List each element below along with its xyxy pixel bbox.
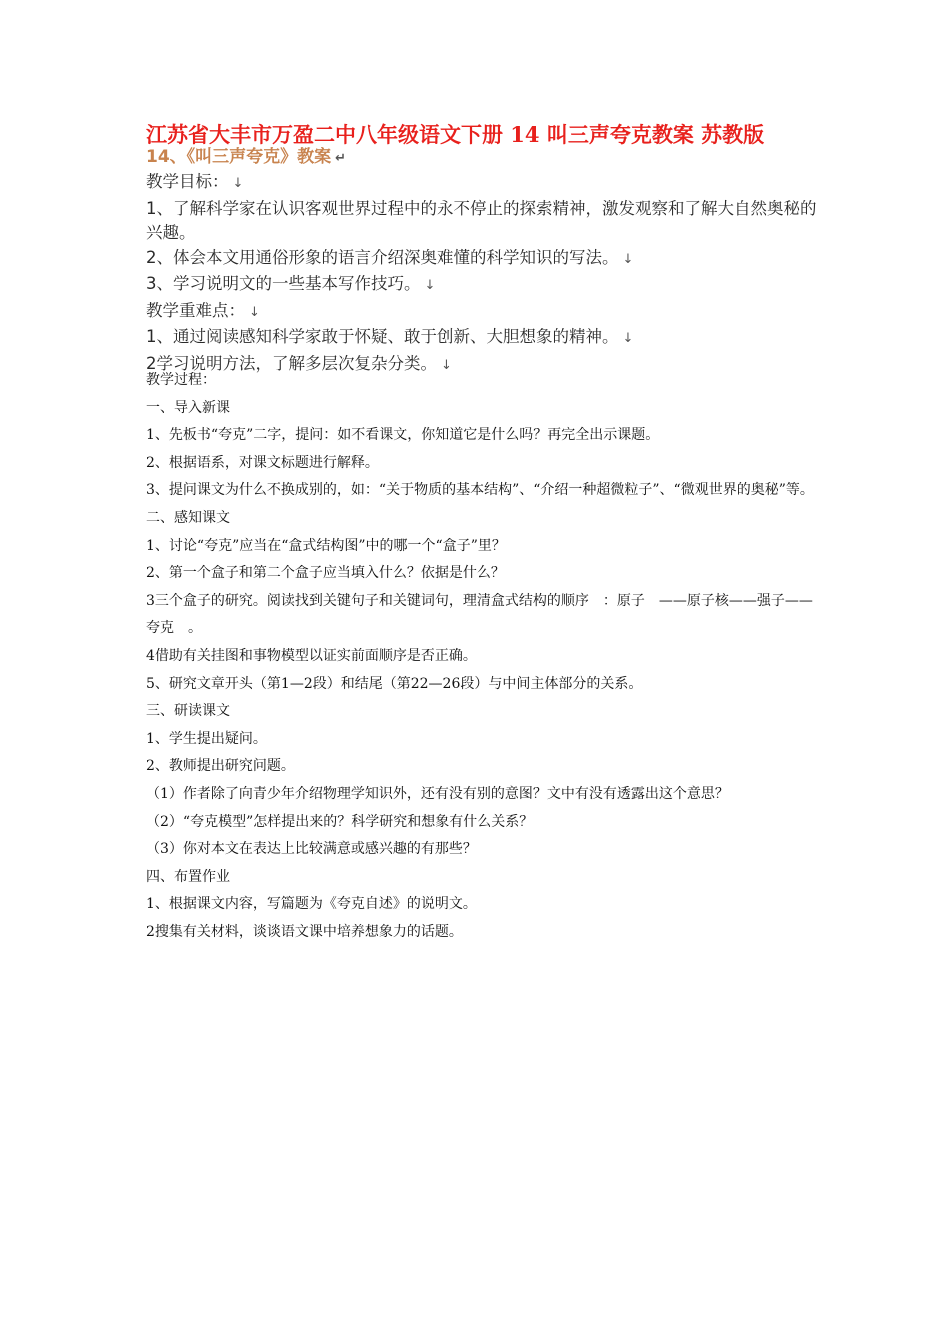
lesson-heading: 14、《叫三声夸克》教案 ↵ [146,147,347,167]
key-point-1: 1、通过阅读感知科学家敢于怀疑、敢于创新、大胆想象的精神。 ↓ [146,327,634,346]
objective-3: 3、学习说明文的一些基本写作技巧。 ↓ [146,274,436,293]
paragraph: 1、先板书“夸克”二字，提问：如不看课文，你知道它是什么吗？再完全出示课题。 [146,427,660,444]
document-title: 江苏省大丰市万盈二中八年级语文下册 14 叫三声夸克教案 苏教版 [146,122,765,147]
paragraph: （1）作者除了向青少年介绍物理学知识外，还有没有别的意图？文中有没有透露出这个意思？ [146,785,729,802]
paragraph: 1、根据课文内容，写篇题为《夸克自述》的说明文。 [146,896,477,913]
paragraph: 2搜集有关材料，谈谈语文课中培养想象力的话题。 [146,923,463,940]
paragraph: 4借助有关挂图和事物模型以证实前面顺序是否正确。 [146,647,477,664]
section-heading: 四、布置作业 [146,868,230,885]
paragraph: 3、提问课文为什么不换成别的，如：“关于物质的基本结构”、“介绍一种超微粒子”、“微观世界的奥秘”等。 [146,482,814,499]
paragraph: 2、教师提出研究问题。 [146,758,295,775]
paragraph: 5、研究文章开头（第1—2段）和结尾（第22—26段）与中间主体部分的关系。 [146,675,643,692]
arrow-down-icon: ↓ [424,278,436,293]
paragraph: 3三个盒子的研究。阅读找到关键句子和关键词句，理清盒式结构的顺序 ：原子 ——原子核——强子——夸克 。 [146,592,813,637]
objective-1: 1、了解科学家在认识客观世界过程中的永不停止的探索精神，激发观察和了解大自然奥秘的兴趣。 [146,198,817,242]
paragraph: 1、学生提出疑问。 [146,730,267,747]
arrow-down-icon: ↓ [232,176,244,191]
section-heading: 二、感知课文 [146,509,230,526]
arrow-down-icon: ↓ [249,304,260,320]
arrow-down-icon: ↓ [622,251,634,267]
section-heading: 三、研读课文 [146,703,230,720]
return-mark-icon: ↵ [335,151,347,166]
objectives-label: 教学目标： ↓ [146,172,244,191]
embedded-lesson-image [146,146,826,373]
arrow-down-icon: ↓ [622,331,634,346]
key-points-label: 教学重难点： ↓ [146,300,260,320]
process-label: 教学过程： [146,372,216,388]
arrow-down-icon: ↓ [441,357,452,373]
section-heading: 一、导入新课 [146,399,230,416]
paragraph: （3）你对本文在表达上比较满意或感兴趣的有那些？ [146,841,477,858]
paragraph: （2）“夸克模型”怎样提出来的？科学研究和想象有什么关系？ [146,813,534,830]
paragraph: 1、讨论“夸克”应当在“盒式结构图”中的哪一个“盒子”里？ [146,537,506,554]
paragraph: 2、根据语系，对课文标题进行解释。 [146,454,379,471]
paragraph: 2、第一个盒子和第二个盒子应当填入什么？依据是什么？ [146,565,505,582]
key-point-2: 2学习说明方法，了解多层次复杂分类。 ↓ [146,353,452,373]
lesson-process [146,367,826,946]
objective-2: 2、体会本文用通俗形象的语言介绍深奥难懂的科学知识的写法。 ↓ [146,247,634,267]
